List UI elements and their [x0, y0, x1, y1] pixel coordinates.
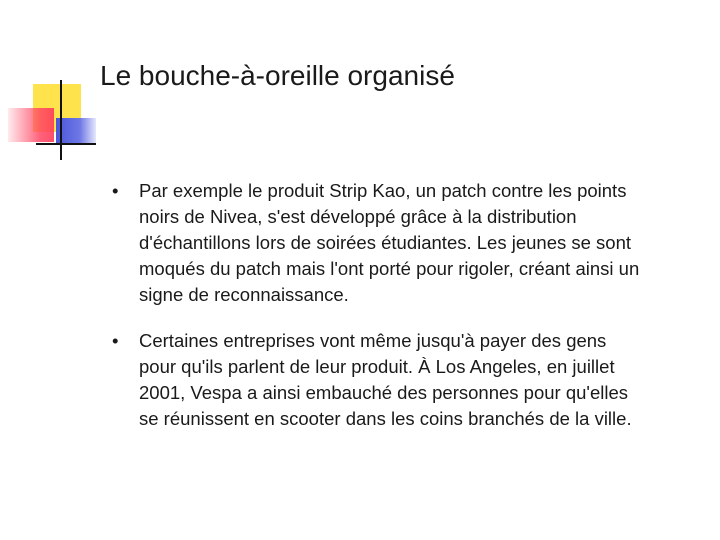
bullet-list: [112, 178, 642, 432]
decorative-logo-graphic: [0, 0, 110, 170]
bullet-item-1: [112, 178, 642, 308]
slide-title: Le bouche-à-oreille organisé: [100, 60, 455, 91]
bullet-text: Certaines entreprises vont même jusqu'à payer des gens pour qu'ils parlent de leur produit. À Los Angeles, en juillet 2001, Vespa a ainsi embauché des personnes pour qu'elles se réunissent en scooter dans les coins branchés de la ville.: [139, 330, 632, 429]
vertical-rule-line: [60, 80, 62, 160]
bullet-text: Par exemple le produit Strip Kao, un patch contre les points noirs de Nivea, s'est développé grâce à la distribution d'échantillons lors de soirées étudiantes. Les jeunes se sont moqués du patch mais l'ont porté pour rigoler, créant ainsi un signe de reconnaissance.: [139, 180, 640, 305]
blue-square-shape: [56, 118, 96, 144]
horizontal-rule-line: [36, 143, 96, 145]
red-square-shape: [8, 108, 54, 142]
bullet-marker: •: [112, 180, 119, 201]
bullet-item-2: [112, 328, 642, 432]
bullet-marker: •: [112, 330, 119, 351]
